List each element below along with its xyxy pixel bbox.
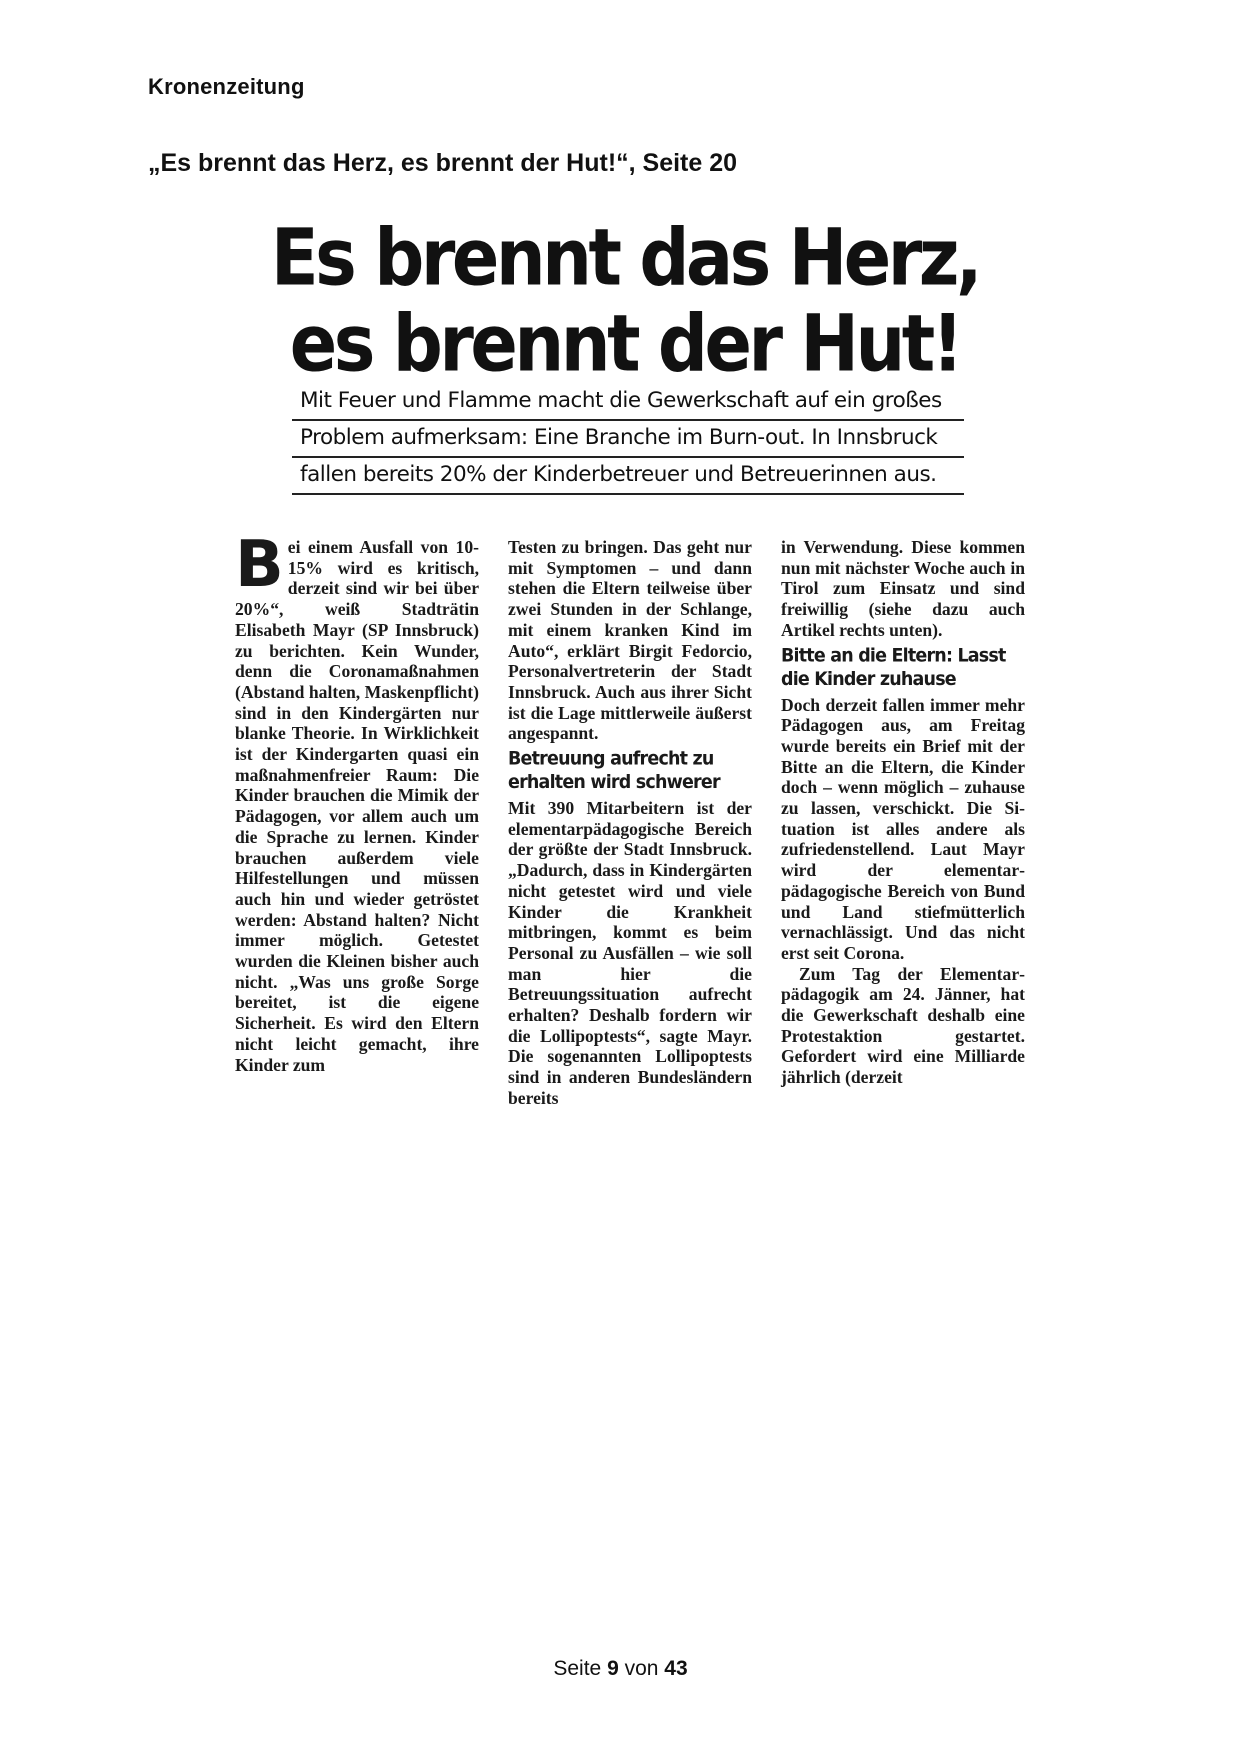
headline-line-1: Es brennt das Herz, — [270, 211, 980, 304]
page-footer-prefix: Seite — [553, 1657, 602, 1680]
page-footer-separator: von — [624, 1657, 659, 1680]
article-column-2 — [508, 537, 752, 1109]
article-body — [235, 528, 1025, 1109]
drop-cap: B — [235, 528, 282, 602]
lead-line-3: fallen bereits 20% der Kinderbetreuer und Betreuerinnen aus. — [292, 458, 964, 495]
lead-line-2: Problem aufmerksam: Eine Branche im Burn-out. In Innsbruck — [292, 421, 964, 458]
body-paragraph: Doch derzeit fallen immer mehr Pädagogen aus, am Freitag wurde bereits ein Brief mit der Bitte an die Eltern, die Kinder doch – wenn möglich – zuhause zu lassen, verschickt. Die Situation ist alles andere als zufriedenstellend. Laut Mayr wird der elementarpädagogische Bereich von Bund und Land stiefmütterlich vernachlässigt. Und das nicht erst seit Corona. — [781, 694, 1025, 963]
newspaper-clipping — [230, 211, 1030, 1145]
article-lead — [292, 384, 964, 495]
current-page-number: 9 — [607, 1657, 619, 1680]
body-text: ei einem Ausfall von 10-15% wird es kritisch, derzeit sind wir bei über 20%“, weiß Stadträtin Elisabeth Mayr (SP Innsbruck) zu berichten. Kein Wunder, denn die Coronamaßnahmen (Abstand halten, Maskenpflicht) sind in den Kindergärten nur blanke Theorie. In Wirklichkeit ist der Kindergarten quasi ein maßnahmenfreier Raum: Die Kinder brauchen die Mimik der Pädagogen, vor allem auch um die Sprache zu lernen. Kinder brauchen außerdem viele Hilfestellungen und müssen auch hin und wieder getröstet werden: Abstand halten? Nicht immer möglich. Getestet wurden die Kleinen bisher auch nicht. „Was uns große Sorge bereitet, ist die eigene Sicherheit. Es wird den Eltern nicht leicht gemacht, ihre Kinder zum — [235, 537, 479, 1075]
source-label: Kronenzeitung — [148, 74, 305, 99]
body-paragraph: Mit 390 Mitarbeitern ist der elementarpädagogische Bereich der größte der Stadt Innsbruck. „Dadurch, dass in Kindergärten nicht getestet wird und viele Kinder die Krankheit mitbringen, kommt es beim Personal zu Ausfällen – wie soll man hier die Betreuungssituation aufrecht erhalten? Deshalb fordern wir die Lollipoptests“, sagte Mayr. Die sogenannten Lollipoptests sind in anderen Bundesländern bereits — [508, 798, 752, 1108]
article-column-3 — [781, 537, 1025, 1109]
body-paragraph: in Verwendung. Diese kommen nun mit nächster Woche auch in Tirol zum Einsatz und sind freiwillig (siehe dazu auch Artikel rechts unten). — [781, 537, 1025, 640]
article-headline — [230, 211, 1020, 390]
document-title: „Es brennt das Herz, es brennt der Hut!“, Seite 20 — [148, 149, 738, 177]
article-column-1 — [235, 528, 479, 1109]
article-subheading: Betreuung aufrecht zu erhalten wird schwerer — [508, 748, 720, 794]
total-page-count: 43 — [664, 1657, 688, 1680]
article-subheading: Bitte an die Eltern: Lasst die Kinder zuhause — [781, 645, 1006, 690]
page-footer — [0, 1657, 1241, 1681]
body-paragraph — [235, 528, 479, 1075]
headline-line-2: es brennt der Hut! — [289, 297, 961, 390]
body-paragraph: Zum Tag der Elementarpädagogik am 24. Jänner, hat die Gewerkschaft deshalb eine Protestaktion gestartet. Gefordert wird eine Milliarde jährlich (derzeit — [781, 963, 1025, 1088]
body-paragraph: Testen zu bringen. Das geht nur mit Symptomen – und dann stehen die Eltern teilweise über zwei Stunden in der Schlange, mit einem kranken Kind im Auto“, erklärt Birgit Fedorcio, Personalvertreterin der Stadt Innsbruck. Auch aus ihrer Sicht ist die Lage mittlerweile äußerst angespannt. — [508, 537, 752, 744]
lead-line-1: Mit Feuer und Flamme macht die Gewerkschaft auf ein großes — [292, 384, 964, 421]
